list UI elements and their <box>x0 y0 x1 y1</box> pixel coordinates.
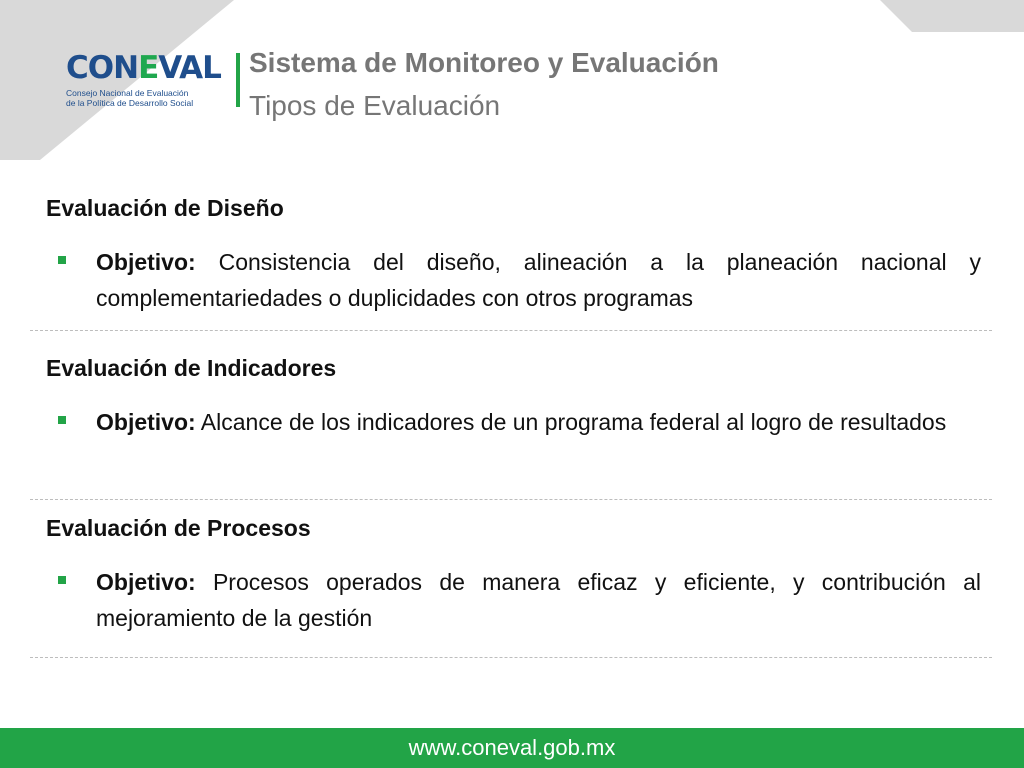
logo-subtitle-line2: de la Política de Desarrollo Social <box>66 98 194 108</box>
objective-label: Objetivo: <box>96 249 196 275</box>
section-divider <box>30 657 992 658</box>
logo-word-part1: CON <box>66 50 139 86</box>
page-subtitle: Tipos de Evaluación <box>249 90 501 121</box>
section-heading: Evaluación de Procesos <box>46 515 311 541</box>
page-title: Sistema de Monitoreo y Evaluación <box>249 47 719 78</box>
logo-word-part3: VAL <box>158 50 221 86</box>
objective-text: Procesos operados de manera eficaz y eficiente, y contribución al mejoramiento de la gestión <box>96 569 982 631</box>
section-objective <box>96 564 981 636</box>
objective-text: Consistencia del diseño, alineación a la planeación nacional y complementariedades o duplicidades con otros programas <box>96 249 981 311</box>
section-objective <box>96 404 981 440</box>
objective-text: Alcance de los indicadores de un programa federal al logro de resultados <box>200 409 947 435</box>
coneval-logo <box>66 50 221 114</box>
objective-label: Objetivo: <box>96 569 196 595</box>
green-square-bullet-icon <box>58 416 66 424</box>
objective-label: Objetivo: <box>96 409 196 435</box>
logo-word-part2: E <box>138 50 159 86</box>
footer-bar <box>0 728 1024 768</box>
section-heading: Evaluación de Indicadores <box>46 355 337 381</box>
logo-subtitle-line1: Consejo Nacional de Evaluación <box>66 88 189 98</box>
header-divider-bar <box>236 53 240 107</box>
section-objective <box>96 244 981 316</box>
section-divider <box>30 499 992 500</box>
green-square-bullet-icon <box>58 576 66 584</box>
top-right-gray-corner <box>880 0 1024 32</box>
section-divider <box>30 330 992 331</box>
logo-wordmark <box>66 50 221 86</box>
footer-url-link[interactable]: www.coneval.gob.mx <box>408 735 616 760</box>
green-square-bullet-icon <box>58 256 66 264</box>
section-heading: Evaluación de Diseño <box>46 195 284 221</box>
